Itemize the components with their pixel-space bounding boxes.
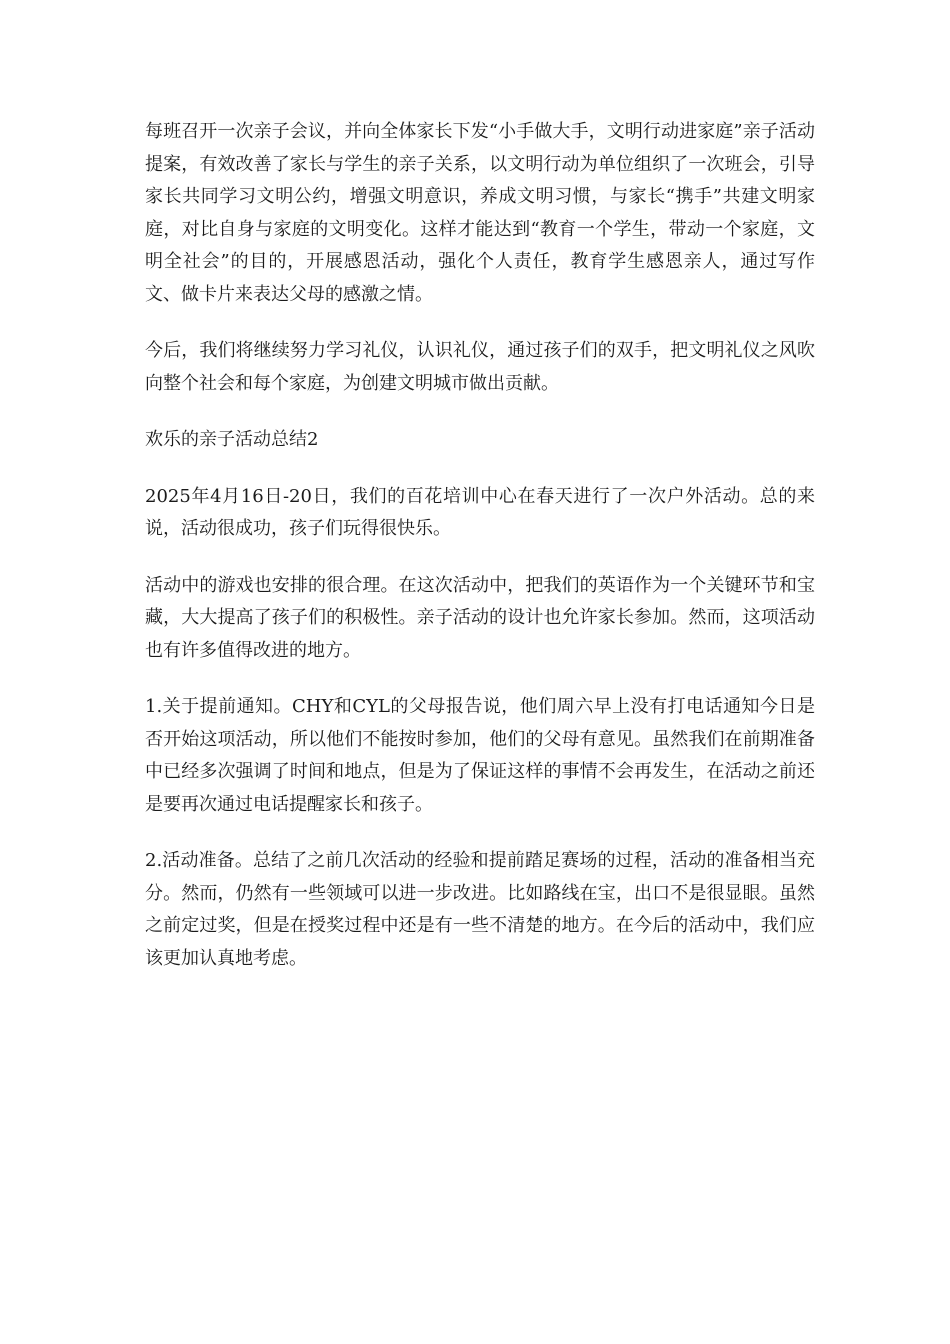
section-heading: 欢乐的亲子活动总结2 [145,429,319,450]
paragraph-point-preparation: 2.活动准备。总结了之前几次活动的经验和提前踏足赛场的过程，活动的准备相当充分。然而，仍然有一些领域可以进一步改进。比如路线在宝，出口不是很显眼。虽然之前定过奖，但是在授奖过程中还是有一些不清楚的地方。在今后的活动中，我们应该更加认真地考虑。 [145,850,815,969]
paragraph-game-arrangement: 活动中的游戏也安排的很合理。在这次活动中，把我们的英语作为一个关键环节和宝藏，大大提高了孩子们的积极性。亲子活动的设计也允许家长参加。然而，这项活动也有许多值得改进的地方。 [145,574,815,661]
paragraph-point-advance-notice: 1.关于提前通知。CHY和CYL的父母报告说，他们周六早上没有打电话通知今日是否开始这项活动，所以他们不能按时参加，他们的父母有意见。虽然我们在前期准备中已经多次强调了时间和地点，但是为了保证这样的事情不会再发生，在活动之前还是要再次通过电话提醒家长和孩子。 [145,696,815,815]
document-body [145,116,815,999]
paragraph-civility-meeting: 每班召开一次亲子会议，并向全体家长下发“小手做大手，文明行动进家庭”亲子活动提案，有效改善了家长与学生的亲子关系，以文明行动为单位组织了一次班会，引导家长共同学习文明公约，增强文明意识，养成文明习惯，与家长“携手”共建文明家庭，对比自身与家庭的文明变化。这样才能达到“教育一个学生，带动一个家庭，文明全社会”的目的，开展感恩活动，强化个人责任，教育学生感恩亲人，通过写作文、做卡片来表达父母的感激之情。 [145,121,815,305]
paragraph-future-plans: 今后，我们将继续努力学习礼仪，认识礼仪，通过孩子们的双手，把文明礼仪之风吹向整个社会和每个家庭，为创建文明城市做出贡献。 [145,340,815,394]
paragraph-outdoor-activity: 2025年4月16日-20日，我们的百花培训中心在春天进行了一次户外活动。总的来说，活动很成功，孩子们玩得很快乐。 [145,485,815,539]
